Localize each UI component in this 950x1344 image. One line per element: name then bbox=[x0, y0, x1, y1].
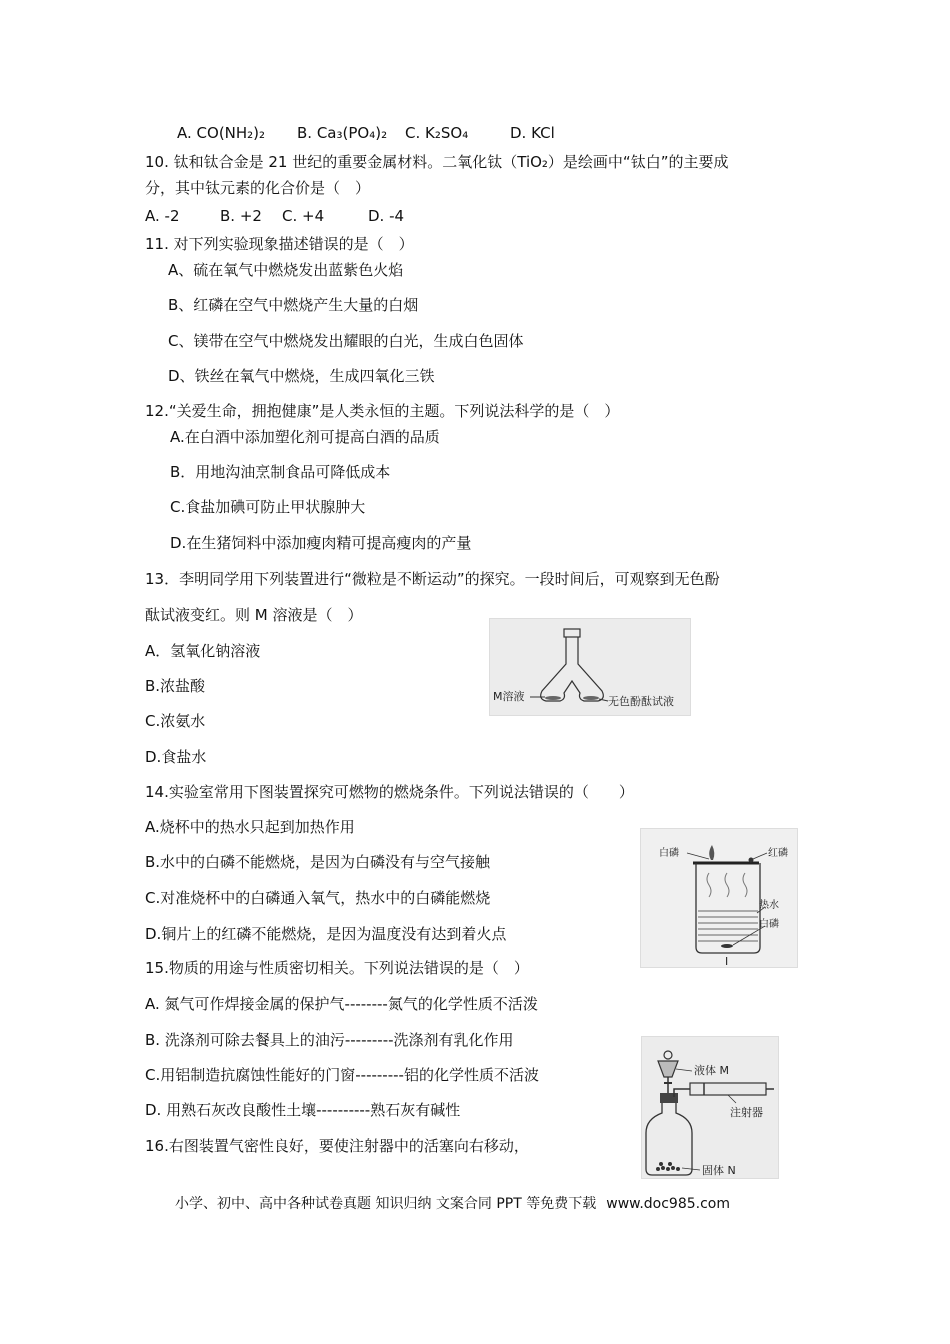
q16-stem: 16.右图装置气密性良好，要使注射器中的活塞向右移动， bbox=[145, 1137, 529, 1155]
q9-option-b: B. Ca₃(PO₄)₂ bbox=[297, 124, 388, 142]
fig-label-white-phosphorus: 白磷 bbox=[659, 848, 679, 859]
q10-option-d: D. -4 bbox=[368, 207, 405, 225]
q10-option-a: A. -2 bbox=[145, 207, 180, 225]
fig-label-m-solution: M溶液 bbox=[493, 690, 525, 703]
q15-stem: 15.物质的用途与性质密切相关。下列说法错误的是（ ） bbox=[145, 959, 529, 977]
q14-option-a: A.烧杯中的热水只起到加热作用 bbox=[145, 818, 355, 836]
q12-option-b: B．用地沟油烹制食品可降低成本 bbox=[170, 463, 391, 481]
footer-url[interactable]: www.doc985.com bbox=[606, 1196, 730, 1212]
fig-label-phenolphthalein: 无色酚酞试液 bbox=[608, 695, 674, 708]
q14-stem: 14.实验室常用下图装置探究可燃物的燃烧条件。下列说法错误的（ ） bbox=[145, 783, 634, 801]
q11-option-c: C、镁带在空气中燃烧发出耀眼的白光，生成白色固体 bbox=[168, 332, 524, 350]
q11-option-a: A、硫在氧气中燃烧发出蓝紫色火焰 bbox=[168, 261, 404, 279]
q14-option-c: C.对准烧杯中的白磷通入氧气，热水中的白磷能燃烧 bbox=[145, 889, 491, 907]
q15-option-b: B. 洗涤剂可除去餐具上的油污---------洗涤剂有乳化作用 bbox=[145, 1031, 514, 1049]
fig-label-liquid-m: 液体 M bbox=[694, 1064, 729, 1077]
y-tube-diagram bbox=[489, 618, 691, 716]
q15-option-d: D. 用熟石灰改良酸性土壤----------熟石灰有碱性 bbox=[145, 1101, 461, 1119]
q10-stem-line1: 10. 钛和钛合金是 21 世纪的重要金属材料。二氧化钛（TiO₂）是绘画中“钛白”的主要成 bbox=[145, 153, 729, 171]
q12-option-a: A.在白酒中添加塑化剂可提高白酒的品质 bbox=[170, 428, 440, 446]
fig-label-hot-water: 热水 bbox=[759, 900, 779, 911]
q13-option-d: D.食盐水 bbox=[145, 748, 207, 766]
footer-text: 小学、初中、高中各种试卷真题 知识归纳 文案合同 PPT 等免费下载 bbox=[175, 1196, 597, 1212]
q13-stem-line2: 酞试液变红。则 M 溶液是（ ） bbox=[145, 606, 363, 624]
page-footer bbox=[175, 1193, 730, 1213]
q12-option-d: D.在生猪饲料中添加瘦肉精可提高瘦肉的产量 bbox=[170, 534, 472, 552]
fig-label-solid-n: 固体 N bbox=[702, 1164, 736, 1177]
q12-stem: 12.“关爱生命，拥抱健康”是人类永恒的主题。下列说法科学的是（ ） bbox=[145, 402, 620, 420]
q14-option-d: D.铜片上的红磷不能燃烧，是因为温度没有达到着火点 bbox=[145, 925, 507, 943]
q13-option-c: C.浓氨水 bbox=[145, 712, 206, 730]
q10-stem-line2: 分，其中钛元素的化合价是（ ） bbox=[145, 179, 371, 197]
combustion-beaker-diagram bbox=[640, 828, 798, 968]
q11-stem: 11. 对下列实验现象描述错误的是（ ） bbox=[145, 235, 414, 253]
q15-option-c: C.用铝制造抗腐蚀性能好的门窗---------铝的化学性质不活波 bbox=[145, 1066, 539, 1084]
fig-label-red-phosphorus: 红磷 bbox=[768, 848, 788, 859]
fig-label-mark: I bbox=[725, 955, 729, 967]
q14-option-b: B.水中的白磷不能燃烧，是因为白磷没有与空气接触 bbox=[145, 853, 491, 871]
q10-option-b: B. +2 bbox=[220, 207, 262, 225]
q11-option-b: B、红磷在空气中燃烧产生大量的白烟 bbox=[168, 296, 419, 314]
q9-option-a: A. CO(NH₂)₂ bbox=[177, 124, 266, 142]
q9-option-c: C. K₂SO₄ bbox=[405, 124, 469, 142]
fig-label-white-phosphorus-water: 白磷 bbox=[759, 919, 779, 930]
q13-stem-line1: 13．李明同学用下列装置进行“微粒是不断运动”的探究。一段时间后，可观察到无色酚 bbox=[145, 570, 720, 588]
fig-label-syringe: 注射器 bbox=[730, 1106, 763, 1119]
q12-option-c: C.食盐加碘可防止甲状腺肿大 bbox=[170, 498, 366, 516]
q10-option-c: C. +4 bbox=[282, 207, 325, 225]
q11-option-d: D、铁丝在氧气中燃烧，生成四氧化三铁 bbox=[168, 367, 435, 385]
q13-option-b: B.浓盐酸 bbox=[145, 677, 206, 695]
flask-syringe-diagram bbox=[641, 1036, 779, 1179]
q9-option-d: D. KCl bbox=[510, 124, 555, 142]
q13-option-a: A．氢氧化钠溶液 bbox=[145, 642, 261, 660]
q15-option-a: A. 氮气可作焊接金属的保护气--------氮气的化学性质不活泼 bbox=[145, 995, 538, 1013]
